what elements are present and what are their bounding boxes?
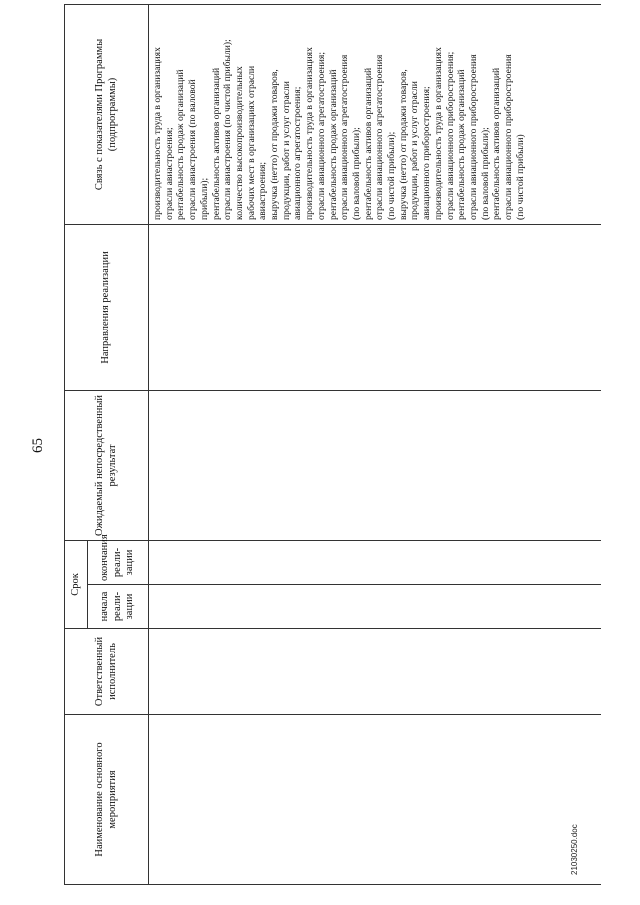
cell-end: [149, 540, 602, 584]
indicator-line: отрасли авиационного приборостроения;: [444, 51, 456, 220]
cell-directions: [149, 224, 602, 390]
header-link: Связь с показателями Программы (подпрограммы): [65, 4, 149, 224]
header-start: начала реали- зации: [88, 585, 149, 629]
indicator-line: (по валовой прибыли);: [479, 127, 491, 220]
indicator-line: отрасли авиастроения;: [163, 127, 175, 220]
indicator-line: рентабельность продаж организаций: [456, 69, 468, 220]
indicator-line: (по валовой прибыли);: [350, 127, 362, 220]
cell-executor: [149, 629, 602, 715]
indicator-line: авиастроения;: [257, 161, 269, 220]
indicator-list: [149, 5, 527, 224]
indicator-line: производительность труда в организациях: [432, 47, 444, 220]
header-expected-result: Ожидаемый непосредственный результат: [65, 390, 149, 540]
table-row: [149, 4, 602, 884]
indicator-line: рабочих мест в организациях отрасли: [245, 65, 257, 220]
indicator-line: авиационного агрегатостроения;: [292, 86, 304, 220]
indicator-line: рентабельность активов организаций: [210, 67, 222, 220]
indicator-line: отрасли авиастроения (по чистой прибыли);: [222, 39, 234, 220]
indicator-line: выручка (нетто) от продажи товаров,: [269, 69, 281, 220]
indicator-line: отрасли авиационного агрегатостроения;: [315, 51, 327, 220]
indicator-line: отрасли авиационного агрегатостроения: [339, 54, 351, 220]
indicator-line: рентабельность активов организаций: [362, 67, 374, 220]
indicator-line: производительность труда в организациях: [304, 47, 316, 220]
header-directions: Направления реализации: [65, 224, 149, 390]
header-term: Срок: [65, 540, 88, 628]
cell-measure-name: [149, 715, 602, 885]
cell-expected-result: [149, 390, 602, 540]
header-executor: Ответственный исполнитель: [65, 629, 149, 715]
indicator-line: продукции, работ и услуг отрасли: [280, 81, 292, 220]
indicator-line: количество высокопроизводительных: [233, 66, 245, 220]
cell-start: [149, 585, 602, 629]
cell-link: [149, 4, 602, 224]
indicator-line: (по чистой прибыли);: [386, 131, 398, 220]
indicator-line: производительность труда в организациях: [152, 47, 163, 220]
indicator-line: продукции, работ и услуг отрасли: [409, 81, 421, 220]
indicator-line: отрасли авиационного приборостроения: [503, 54, 515, 220]
indicator-line: рентабельность продаж организаций: [327, 69, 339, 220]
program-table: [64, 4, 601, 885]
indicator-line: рентабельность активов организаций: [491, 67, 503, 220]
document-id: 21030250.doc: [570, 824, 579, 875]
indicator-line: авиационного приборостроения;: [421, 86, 433, 220]
indicator-line: прибыли);: [198, 177, 210, 220]
indicator-line: выручка (нетто) от продажи товаров,: [397, 69, 409, 220]
indicator-line: отрасли авиационного приборостроения: [467, 54, 479, 220]
page-number: 65: [30, 438, 46, 453]
header-end: окончания реали- зации: [88, 540, 149, 584]
indicator-line: отрасли авиастроения (по валовой: [187, 79, 199, 220]
indicator-line: (по чистой прибыли): [514, 134, 526, 220]
header-measure-name: Наименование основного мероприятия: [65, 715, 149, 885]
indicator-line: рентабельность продаж организаций: [175, 69, 187, 220]
rotated-page: [30, 5, 600, 885]
indicator-line: отрасли авиационного агрегатостроения: [374, 54, 386, 220]
